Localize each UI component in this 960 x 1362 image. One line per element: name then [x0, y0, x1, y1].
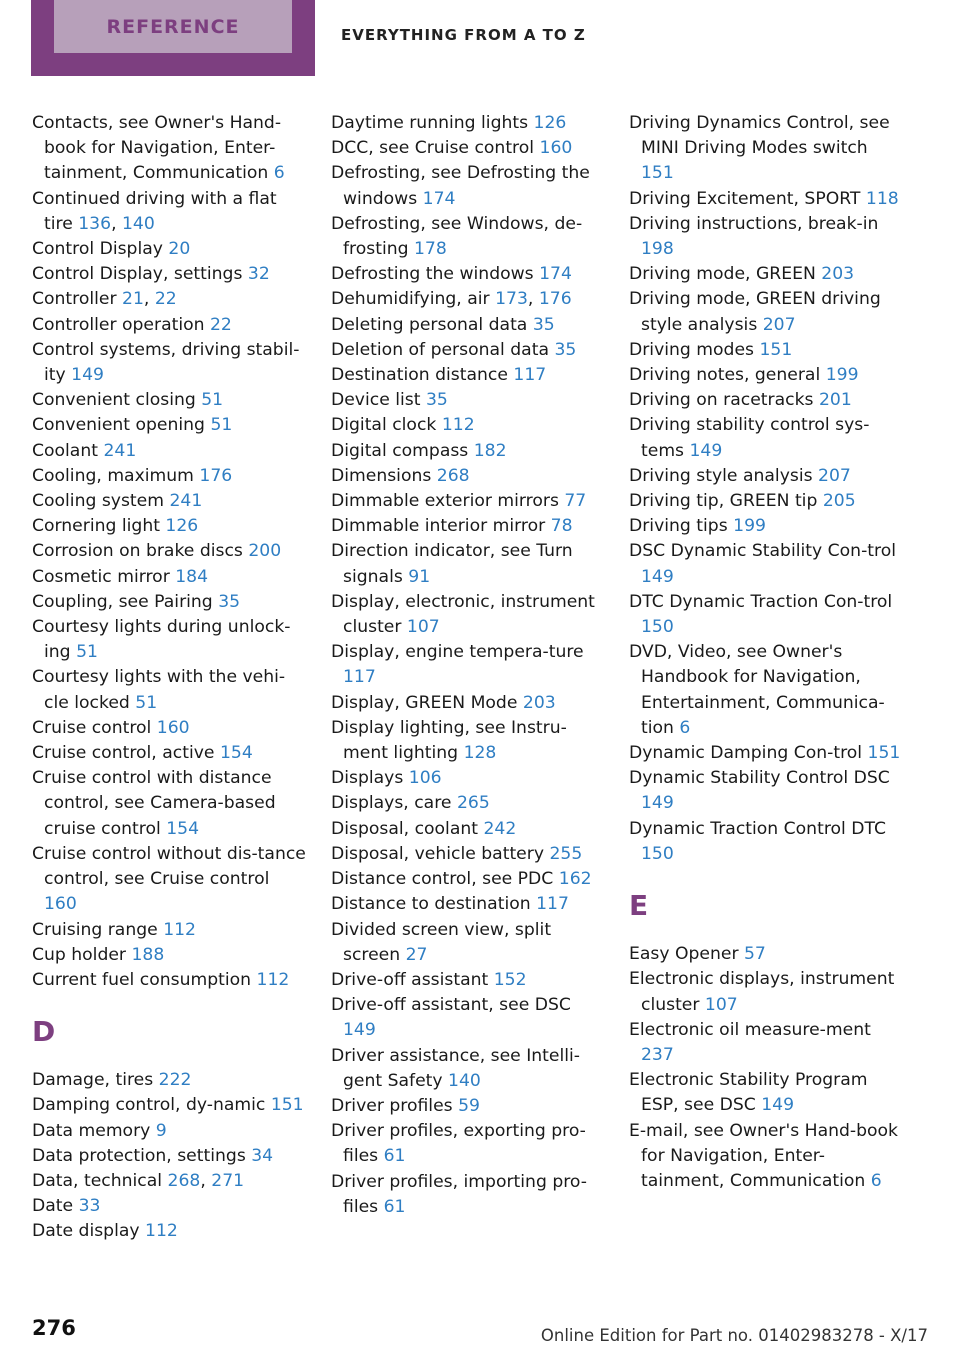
index-entry-text: Driver profiles, exporting pro-files [331, 1121, 586, 1167]
index-entry [32, 338, 307, 388]
index-entry [32, 237, 307, 262]
index-entry [32, 1194, 307, 1219]
page-link[interactable]: 140 [122, 213, 155, 234]
page-link[interactable]: 136 [78, 213, 112, 234]
page-link[interactable]: 199 [733, 516, 766, 537]
index-entry [331, 716, 606, 766]
index-entry-text: Electronic oil measure-ment [629, 1019, 871, 1040]
index-entry-text: Control systems, driving stabil-ity [32, 339, 300, 386]
page-link[interactable]: 268 [167, 1170, 201, 1191]
page-link[interactable]: 6 [679, 717, 691, 738]
index-entry [629, 817, 904, 867]
index-entry [629, 111, 904, 187]
index-entry-text: Dehumidifying, air [331, 289, 490, 310]
index-entry [331, 590, 606, 640]
page-link[interactable]: 160 [156, 717, 190, 738]
index-entry-text: Dimmable interior mirror [331, 516, 546, 537]
index-entry-text: Digital compass [331, 440, 469, 461]
index-entry [629, 1119, 904, 1195]
index-entry [32, 413, 307, 438]
index-entry: Controller 21, 22 [32, 289, 177, 310]
page-link[interactable]: 151 [867, 743, 901, 764]
index-entry [629, 741, 904, 766]
index-entry [331, 968, 606, 993]
page-link[interactable]: 174 [539, 264, 572, 285]
index-entry [32, 388, 307, 413]
index-entry-text: Cooling, maximum [32, 465, 194, 486]
index-entry-text: Data protection, settings [32, 1145, 246, 1166]
index-entry-text: Driving style analysis [629, 465, 813, 486]
page-link[interactable]: 140 [448, 1070, 481, 1091]
index-entry-text: Electronic Stability Program ESP, see DSC [629, 1070, 868, 1116]
page-link[interactable]: 6 [273, 163, 285, 184]
page-link[interactable]: 173 [495, 289, 528, 310]
index-entry-text: Distance to destination [331, 894, 531, 915]
reference-tab [31, 0, 315, 76]
index-entry-text: E-mail, see Owner's Hand-book for Navigation, Enter-tainment, Communication [629, 1120, 898, 1191]
index-entry [32, 1119, 307, 1144]
index-entry [331, 136, 606, 161]
index-entry-text: Driving tip, GREEN tip [629, 491, 818, 512]
index-entry-text: Cup holder [32, 944, 127, 965]
page-link[interactable]: 20 [168, 239, 191, 260]
index-entry-text: Daytime running lights [331, 113, 529, 133]
index-entry [331, 993, 606, 1043]
index-entry [331, 338, 606, 363]
index-entry-text: Cruise control, active [32, 743, 215, 764]
page-link[interactable]: 61 [383, 1196, 406, 1217]
index-entry [32, 918, 307, 943]
index-entry-text: Deleting personal data [331, 314, 528, 335]
index-entry [629, 1018, 904, 1068]
page-link[interactable]: 151 [759, 339, 793, 360]
page-link[interactable]: 271 [211, 1170, 245, 1191]
page-link[interactable]: 176 [199, 465, 233, 486]
index-entry [331, 817, 606, 842]
index-entry [32, 565, 307, 590]
index-entry [32, 262, 307, 287]
page-link[interactable]: 128 [463, 743, 497, 764]
index-entry [331, 918, 606, 968]
page-link[interactable]: 57 [744, 944, 766, 965]
index-entry [331, 867, 606, 892]
index-entry [331, 111, 606, 136]
index-entry [629, 539, 904, 589]
index-entry-text: Dynamic Traction Control DTC [629, 818, 886, 839]
page-link[interactable]: 35 [554, 339, 577, 360]
index-entry-text: Data memory [32, 1120, 151, 1141]
page-link[interactable]: 207 [762, 314, 796, 335]
page-link[interactable]: 61 [383, 1146, 406, 1167]
index-entry-text: Easy Opener [629, 944, 739, 965]
index-entry [331, 1119, 606, 1169]
index-entry-text: Defrosting the windows [331, 264, 534, 285]
index-entry-text: Driving stability control sys-tems [629, 415, 870, 461]
page-link[interactable]: 182 [473, 440, 507, 461]
index-entry [32, 968, 307, 993]
page-link[interactable]: 150 [641, 617, 674, 638]
page-link[interactable]: 35 [425, 390, 448, 411]
index-entry-text: Cornering light [32, 516, 160, 537]
index-entry [32, 439, 307, 464]
index-entry-text: Electronic displays, instrument cluster [629, 969, 895, 1015]
index-column-1 [32, 111, 307, 1245]
page-link[interactable]: 150 [641, 843, 674, 864]
page-number: 276 [32, 1316, 76, 1340]
index-entry-text: Disposal, coolant [331, 818, 479, 839]
index-entry [629, 388, 904, 413]
reference-tab-label: REFERENCE [54, 0, 292, 53]
index-entry [331, 363, 606, 388]
page-link[interactable]: 205 [822, 491, 856, 512]
page-link[interactable]: 149 [689, 440, 723, 461]
index-entry [629, 262, 904, 287]
page-link[interactable]: 126 [533, 113, 567, 133]
index-entry-text: Dynamic Stability Control DSC [629, 768, 890, 789]
page-link[interactable]: 152 [493, 969, 527, 990]
index-entry [331, 514, 606, 539]
index-entry-text: Distance control, see PDC [331, 869, 554, 890]
index-entry-text: Damping control, dy-namic [32, 1095, 266, 1116]
page-link[interactable]: 117 [536, 894, 569, 915]
index-entry [331, 791, 606, 816]
index-entry [32, 590, 307, 615]
index-entry [32, 464, 307, 489]
index-entry [629, 1068, 904, 1118]
page-link[interactable]: 255 [549, 843, 583, 864]
page-link[interactable]: 107 [406, 617, 440, 638]
page-link[interactable]: 268 [436, 465, 470, 486]
index-entry [629, 514, 904, 539]
index-entry-text: Disposal, vehicle battery [331, 843, 544, 864]
index-entry-text: Defrosting, see Defrosting the windows [331, 163, 590, 209]
page-link[interactable]: 149 [71, 365, 104, 386]
index-entry [629, 640, 904, 741]
index-entry: Dehumidifying, air 173, 176 [331, 289, 572, 310]
index-entry [331, 766, 606, 791]
index-entry-text: Driving Excitement, SPORT [629, 188, 861, 209]
page-link[interactable]: 241 [169, 491, 203, 512]
index-column-3 [629, 111, 904, 1194]
page-link[interactable]: 160 [44, 894, 77, 915]
index-entry [629, 942, 904, 967]
page-link[interactable]: 51 [135, 692, 158, 713]
index-entry [331, 1170, 606, 1220]
section-letter: E [629, 889, 649, 923]
page-link[interactable]: 112 [256, 969, 290, 990]
index-entry-text: Display lighting, see Instru-ment lighting [331, 717, 567, 764]
page-link[interactable]: 207 [818, 465, 851, 486]
index-entry-text: Coolant [32, 440, 98, 461]
index-entry [331, 489, 606, 514]
index-entry-text: Convenient opening [32, 415, 205, 436]
edition-footer: Online Edition for Part no. 01402983278 - X/17 [540, 1326, 928, 1345]
index-entry [331, 842, 606, 867]
index-entry-text: DCC, see Cruise control [331, 138, 535, 159]
index-entry [32, 1068, 307, 1093]
index-entry [331, 640, 606, 690]
page-link[interactable]: 149 [761, 1095, 795, 1116]
index-entry-text: Display, electronic, instrument cluster [331, 591, 595, 638]
page-link[interactable]: 154 [219, 743, 253, 764]
page-link[interactable]: 154 [166, 818, 200, 839]
index-entry-text: Divided screen view, split screen [331, 919, 552, 965]
page-link[interactable]: 106 [408, 768, 442, 789]
index-entry [629, 489, 904, 514]
index-entry-text: Drive-off assistant [331, 969, 489, 990]
index-entry [629, 967, 904, 1017]
page-link[interactable]: 174 [422, 188, 456, 209]
index-entry [331, 313, 606, 338]
index-entry: Continued driving with a flat tire 136, 140 [32, 188, 277, 234]
page-link[interactable]: 265 [456, 793, 490, 814]
page-link[interactable]: 117 [513, 365, 547, 386]
page-link[interactable]: 33 [78, 1196, 101, 1217]
page-link[interactable]: 222 [158, 1070, 192, 1091]
index-entry-text: Driver profiles [331, 1095, 453, 1116]
page-link[interactable]: 199 [825, 365, 859, 386]
index-entry [32, 514, 307, 539]
index-entry-text: Driving instructions, break-in [629, 213, 879, 234]
index-entry-text: Continued driving with a flat tire [32, 188, 277, 234]
index-entry-text: Driving modes [629, 339, 754, 360]
page-link[interactable]: 59 [458, 1095, 480, 1116]
index-entry [331, 539, 606, 589]
index-entry-text: Corrosion on brake discs [32, 541, 243, 562]
page-link[interactable]: 151 [270, 1095, 304, 1116]
page-link[interactable]: 9 [155, 1120, 167, 1141]
index-entry-text: Cruise control [32, 717, 152, 738]
index-entry [331, 388, 606, 413]
index-entry-text: Deletion of personal data [331, 339, 549, 360]
index-entry [629, 590, 904, 640]
page-link[interactable]: 149 [343, 1020, 376, 1041]
index-entry [629, 212, 904, 262]
index-entry-text: Cruise control without dis-tance control, see Cruise control [32, 843, 306, 890]
section-title: EVERYTHING FROM A TO Z [341, 26, 586, 44]
index-entry-text: Cruising range [32, 919, 158, 940]
page-link[interactable]: 35 [218, 591, 241, 612]
page-link[interactable]: 117 [343, 667, 376, 688]
page-link[interactable]: 203 [821, 264, 855, 285]
page-link[interactable]: 27 [405, 944, 428, 965]
page-link[interactable]: 151 [641, 163, 674, 184]
index-entry [32, 1093, 307, 1118]
page-link[interactable]: 178 [414, 239, 447, 260]
index-entry-text: Driving mode, GREEN [629, 264, 816, 285]
page-link[interactable]: 32 [247, 264, 270, 285]
index-entry-text: Device list [331, 390, 421, 411]
index-entry [331, 464, 606, 489]
page-link[interactable]: 34 [251, 1145, 274, 1166]
index-entry [629, 766, 904, 816]
index-entry-text: Date display [32, 1221, 140, 1242]
index-entry [331, 161, 606, 211]
index-entry-text: Driving on racetracks [629, 390, 814, 411]
index-entry-text: Driving mode, GREEN driving style analysis [629, 289, 881, 335]
index-entry-text: Direction indicator, see Turn signals [331, 541, 573, 587]
page-link[interactable]: 77 [564, 491, 587, 512]
index-entry-text: Contacts, see Owner's Hand-book for Navigation, Enter-tainment, Communication [32, 113, 282, 184]
index-entry [629, 338, 904, 363]
index-entry [331, 262, 606, 287]
index-entry [331, 413, 606, 438]
index-entry [32, 766, 307, 842]
page-link[interactable]: 112 [163, 919, 196, 940]
page-link[interactable]: 176 [538, 289, 572, 310]
index-entry-text: Controller operation [32, 314, 205, 335]
index-entry [32, 1219, 307, 1244]
index-entry [32, 111, 307, 187]
index-entry [331, 1094, 606, 1119]
index-entry-text: Displays [331, 768, 404, 789]
index-entry-text: Displays, care [331, 793, 452, 814]
index-entry: Data, technical 268, 271 [32, 1170, 245, 1191]
page-link[interactable]: 22 [154, 289, 177, 310]
page-link[interactable]: 21 [122, 289, 144, 310]
index-entry-text: Controller [32, 289, 117, 310]
index-entry-text: Control Display [32, 239, 163, 260]
index-entry [629, 413, 904, 463]
page-link[interactable]: 51 [210, 415, 233, 436]
index-entry [32, 313, 307, 338]
page-link[interactable]: 91 [408, 566, 431, 587]
index-entry-text: Defrosting, see Windows, de-frosting [331, 213, 583, 260]
index-entry-text: Display, engine tempera-ture [331, 642, 584, 663]
index-entry-text: Driving Dynamics Control, see MINI Driving Modes switch [629, 113, 890, 159]
page-link[interactable]: 78 [550, 516, 573, 537]
index-entry [32, 842, 307, 918]
index-entry [32, 741, 307, 766]
page-link[interactable]: 241 [103, 440, 137, 461]
index-entry-text: Drive-off assistant, see DSC [331, 995, 571, 1016]
page-link[interactable]: 112 [145, 1221, 178, 1242]
index-entry-text: Driving notes, general [629, 365, 821, 386]
index-entry-text: Driving tips [629, 516, 728, 537]
page-link[interactable]: 184 [175, 566, 209, 587]
page-link[interactable]: 118 [865, 188, 899, 209]
index-entry-text: Cruise control with distance control, see Camera-based cruise control [32, 768, 276, 839]
page-link[interactable]: 162 [558, 869, 592, 890]
index-entry [331, 212, 606, 262]
index-entry-text: DVD, Video, see Owner's Handbook for Navigation, Entertainment, Communica-tion [629, 642, 885, 738]
page-link[interactable]: 201 [818, 390, 852, 411]
index-entry [32, 665, 307, 715]
page-link[interactable]: 242 [483, 818, 517, 839]
page-link[interactable]: 51 [201, 390, 224, 411]
index-entry-text: Courtesy lights during unlock-ing [32, 617, 291, 663]
index-entry [32, 489, 307, 514]
index-entry [32, 716, 307, 741]
index-entry-text: Cooling system [32, 491, 164, 512]
index-entry-text: Convenient closing [32, 390, 196, 411]
index-column-2 [331, 111, 606, 1220]
index-entry [32, 943, 307, 968]
index-entry [331, 439, 606, 464]
index-entry-text: Dimmable exterior mirrors [331, 491, 559, 512]
index-entry-text: Control Display, settings [32, 264, 243, 285]
index-entry-text: Courtesy lights with the vehi-cle locked [32, 667, 286, 713]
index-entry-text: Current fuel consumption [32, 969, 252, 990]
index-entry [331, 691, 606, 716]
index-entry-text: Driver assistance, see Intelli-gent Safety [331, 1045, 581, 1091]
index-entry-text: Damage, tires [32, 1070, 154, 1091]
page-link[interactable]: 203 [522, 692, 556, 713]
page-link[interactable]: 35 [532, 314, 555, 335]
page-link[interactable]: 6 [870, 1170, 882, 1191]
index-entry [32, 1144, 307, 1169]
page-link[interactable]: 51 [76, 642, 98, 663]
page-link[interactable]: 112 [441, 415, 475, 436]
index-entry-text: Coupling, see Pairing [32, 591, 213, 612]
index-entry [32, 539, 307, 564]
page-link[interactable]: 149 [641, 793, 674, 814]
index-entry-text: Dynamic Damping Con-trol [629, 743, 863, 764]
page-link[interactable]: 200 [248, 541, 282, 562]
index-entry-text: Data, technical [32, 1170, 163, 1191]
index-entry [331, 892, 606, 917]
index-entry-text: Dimensions [331, 465, 432, 486]
page-link[interactable]: 237 [641, 1044, 674, 1065]
page-link[interactable]: 107 [704, 994, 738, 1015]
index-entry [32, 615, 307, 665]
index-entry-text: DSC Dynamic Stability Con-trol [629, 541, 896, 562]
index-entry-text: Display, GREEN Mode [331, 692, 518, 713]
index-entry [331, 1044, 606, 1094]
index-entry-text: Destination distance [331, 365, 508, 386]
page-link[interactable]: 160 [539, 138, 573, 159]
index-entry [629, 363, 904, 388]
index-entry-text: DTC Dynamic Traction Con-trol [629, 591, 893, 612]
index-entry-text: Cosmetic mirror [32, 566, 170, 587]
page-link[interactable]: 188 [131, 944, 165, 965]
index-entry [629, 187, 904, 212]
page-link[interactable]: 198 [641, 239, 674, 260]
page-link[interactable]: 126 [165, 516, 199, 537]
page-link[interactable]: 22 [210, 314, 232, 335]
section-letter: D [32, 1015, 56, 1049]
page-link[interactable]: 149 [641, 566, 674, 587]
index-entry [629, 287, 904, 337]
index-entry-text: Driver profiles, importing pro-files [331, 1171, 587, 1217]
index-entry-text: Date [32, 1196, 74, 1217]
index-entry [629, 464, 904, 489]
index-entry-text: Digital clock [331, 415, 437, 436]
